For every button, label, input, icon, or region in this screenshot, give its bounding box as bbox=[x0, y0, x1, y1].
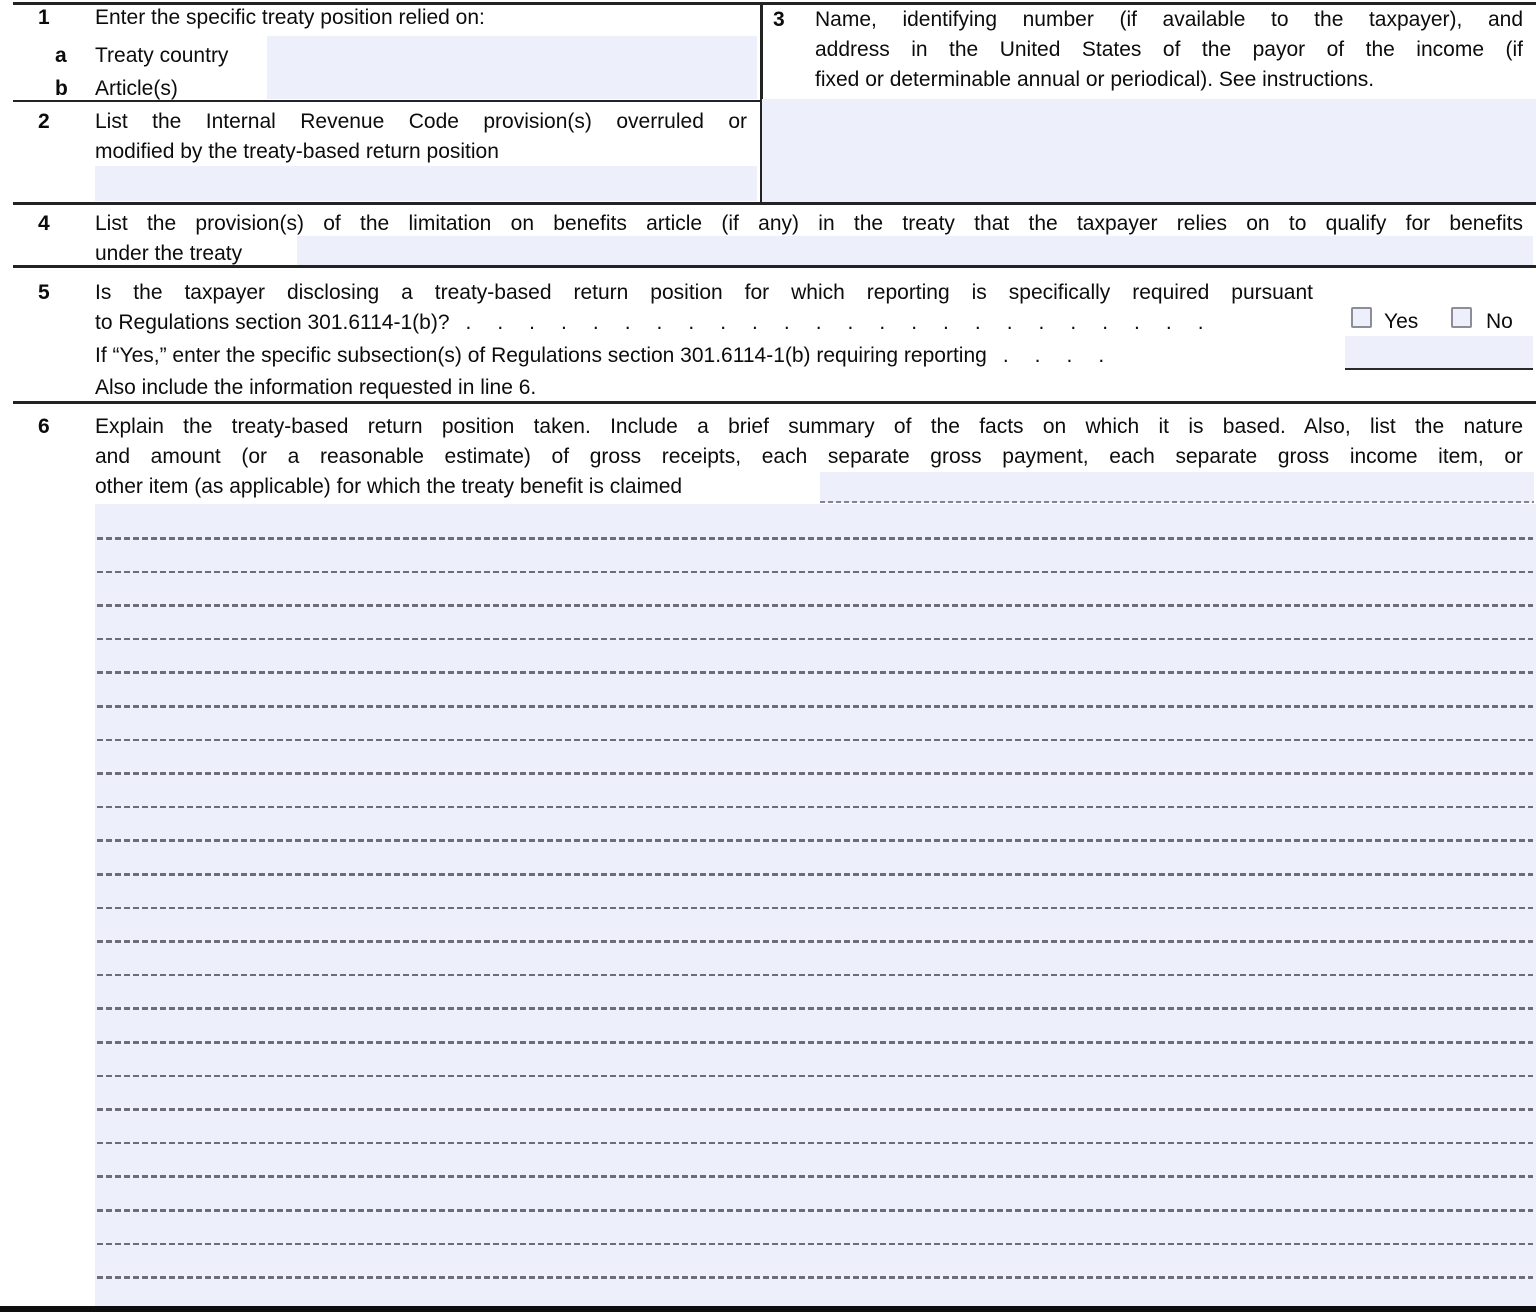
item6-text-line3: other item (as applicable) for which the treaty benefit is claimed bbox=[95, 475, 683, 498]
ruled-line bbox=[97, 940, 1533, 943]
explanation-lead-underline bbox=[820, 501, 1534, 503]
item5-text-line3 bbox=[95, 343, 1130, 369]
item4-number: 4 bbox=[38, 212, 50, 235]
ruled-line bbox=[97, 705, 1533, 708]
yes-checkbox[interactable] bbox=[1351, 307, 1372, 328]
rule-under-row1 bbox=[13, 202, 1536, 205]
ruled-line bbox=[97, 537, 1533, 540]
payor-info-field[interactable] bbox=[762, 99, 1536, 202]
ruled-line bbox=[97, 1209, 1533, 1212]
item6-text-line1: Explain the treaty-based return position taken. Include a brief summary of the facts on which it is based. Also, list the nature bbox=[95, 415, 1523, 438]
item2-text-line2: modified by the treaty-based return position bbox=[95, 140, 499, 163]
irc-provisions-field[interactable] bbox=[95, 166, 757, 201]
explanation-field-lead[interactable] bbox=[820, 472, 1534, 503]
item5-text-line2 bbox=[95, 310, 1230, 336]
item5-question-text: to Regulations section 301.6114-1(b)? bbox=[95, 311, 450, 334]
ruled-line bbox=[97, 571, 1533, 574]
treaty-country-field[interactable] bbox=[267, 36, 757, 99]
yes-label: Yes bbox=[1384, 310, 1419, 333]
item1-number: 1 bbox=[38, 6, 50, 29]
item1-label: Enter the specific treaty position relied on: bbox=[95, 6, 485, 29]
item2-number: 2 bbox=[38, 110, 50, 133]
ruled-line bbox=[97, 907, 1533, 910]
ruled-line bbox=[97, 1108, 1533, 1111]
ruled-line bbox=[97, 873, 1533, 876]
ruled-line bbox=[97, 1276, 1533, 1279]
no-label: No bbox=[1486, 310, 1513, 333]
ruled-line bbox=[97, 604, 1533, 607]
regulations-subsection-field[interactable] bbox=[1345, 336, 1533, 370]
item1b-letter: b bbox=[55, 77, 68, 100]
ruled-line bbox=[97, 839, 1533, 842]
ruled-line bbox=[97, 806, 1533, 809]
explanation-field[interactable] bbox=[95, 504, 1536, 1306]
item5-number: 5 bbox=[38, 281, 50, 304]
item6-number: 6 bbox=[38, 415, 50, 438]
item1a-letter: a bbox=[55, 44, 67, 67]
ruled-line bbox=[97, 1175, 1533, 1178]
item3-number: 3 bbox=[773, 8, 785, 31]
ruled-line bbox=[97, 671, 1533, 674]
ruled-line bbox=[97, 1041, 1533, 1044]
item3-text-line2: address in the United States of the payor of the income (if bbox=[815, 38, 1523, 61]
item3-text-line1: Name, identifying number (if available to the taxpayer), and bbox=[815, 8, 1523, 31]
item6-text-line2: and amount (or a reasonable estimate) of gross receipts, each separate gross payment, each separate gross income item, or bbox=[95, 445, 1523, 468]
no-checkbox[interactable] bbox=[1451, 307, 1472, 328]
dot-leader-long: ........................ bbox=[465, 311, 1230, 334]
ruled-line bbox=[97, 1075, 1533, 1078]
ruled-line bbox=[97, 1243, 1533, 1246]
rule-under-5 bbox=[13, 401, 1536, 404]
item1a-label: Treaty country bbox=[95, 44, 229, 67]
ruled-line bbox=[97, 1142, 1533, 1145]
item3-text-line3: fixed or determinable annual or periodical). See instructions. bbox=[815, 68, 1375, 91]
ruled-line bbox=[97, 739, 1533, 742]
item2-text-line1: List the Internal Revenue Code provision(s) overruled or bbox=[95, 110, 747, 133]
item1b-label: Article(s) bbox=[95, 77, 178, 100]
section-divider-bar bbox=[0, 1306, 1536, 1312]
lob-provisions-field[interactable] bbox=[297, 236, 1533, 265]
item5-ifyes-text: If “Yes,” enter the specific subsection(s) of Regulations section 301.6114-1(b) requiring reporting bbox=[95, 344, 987, 367]
item5-text-line1: Is the taxpayer disclosing a treaty-based return position for which reporting is specifically required pursuant bbox=[95, 281, 1313, 304]
dot-leader-short: .... bbox=[1002, 344, 1131, 367]
item5-text-line4: Also include the information requested in line 6. bbox=[95, 376, 537, 399]
ruled-line bbox=[97, 1007, 1533, 1010]
ruled-line bbox=[97, 772, 1533, 775]
ruled-line bbox=[97, 974, 1533, 977]
ruled-line bbox=[97, 638, 1533, 641]
item4-text-line1: List the provision(s) of the limitation on benefits article (if any) in the treaty that the taxpayer relies on to qualify for benefits bbox=[95, 212, 1523, 235]
item4-text-line2: under the treaty bbox=[95, 242, 243, 265]
